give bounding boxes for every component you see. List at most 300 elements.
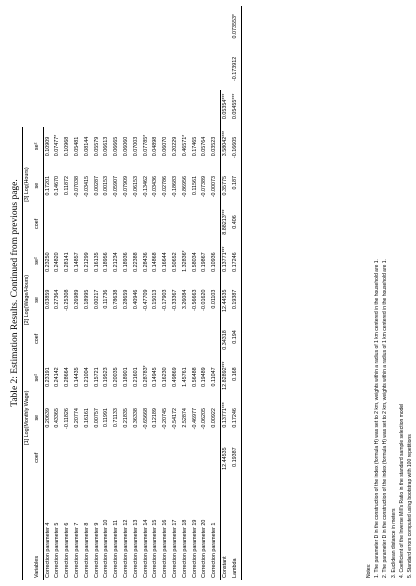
table-cell <box>102 398 112 437</box>
table-cell <box>43 242 53 279</box>
cell-value: 3.58042 <box>221 136 228 157</box>
table-cell <box>151 166 161 205</box>
table-cell <box>220 280 230 321</box>
cell-value: 0.14857 <box>73 252 80 272</box>
column-header: se <box>33 166 43 205</box>
table-row <box>93 6 103 580</box>
group-header: [1] Log(Monthly Wage) <box>23 357 33 478</box>
table-cell <box>161 127 171 166</box>
cell-value: -0.13462 <box>142 175 149 198</box>
table-cell <box>181 357 191 398</box>
cell-value: 0.23191 <box>44 367 51 387</box>
significance-stars: *** <box>221 246 228 253</box>
note-line: 1. The parameter D in the construction of the index (formula H) was set to 2 km, weights within a radius of 1 km centered in the household are 1. <box>374 259 381 578</box>
cell-value: 0.18901 <box>122 367 129 387</box>
cell-value: 0.07003 <box>132 136 139 157</box>
table-cell <box>220 320 230 357</box>
cell-value: 0.06070 <box>162 136 169 157</box>
table-cell <box>220 127 230 166</box>
table-cell <box>43 280 53 321</box>
cell-value: 0.28141 <box>64 252 71 272</box>
cell-value: 0.40946 <box>132 289 139 310</box>
table-cell <box>73 437 83 478</box>
cell-value: 0.11736 <box>103 289 110 309</box>
table-cell <box>132 127 142 166</box>
cell-value: 0.18995 <box>83 289 90 310</box>
cell-value: 0.05455 <box>231 99 238 120</box>
table-cell <box>191 398 201 437</box>
cell-value: 0.16644 <box>162 252 169 272</box>
table-cell <box>102 242 112 279</box>
note-line: 4. Coefficient of the Inverse Mill's Ratio in the standard sample selection model <box>398 403 405 578</box>
cell-value: 0.28783 <box>142 367 149 387</box>
table-cell <box>53 437 63 478</box>
table-cell <box>210 166 220 205</box>
cell-value: 0.27364 <box>54 289 61 310</box>
table-cell <box>122 166 132 205</box>
table-row <box>122 6 132 580</box>
variable-name: Correction parameter 15 <box>152 519 159 578</box>
table-notes <box>365 259 414 578</box>
table-cell <box>53 205 63 242</box>
variable-name: Correction parameter 10 <box>103 519 110 578</box>
table-cell <box>102 127 112 166</box>
table-cell <box>220 398 230 437</box>
cell-value: 0.00922 <box>211 408 218 428</box>
table-cell <box>93 166 103 205</box>
table-cell <box>231 357 241 398</box>
table-cell <box>122 357 132 398</box>
column-header: se² <box>33 357 43 398</box>
cell-value: 12.44535 <box>221 289 228 313</box>
cell-value: -0.47709 <box>142 289 149 311</box>
cell-value: 0.20035 <box>113 367 120 387</box>
table-row <box>63 6 73 580</box>
table-cell <box>63 398 73 437</box>
cell-value: -0.54172 <box>171 408 178 430</box>
table-cell <box>220 166 230 205</box>
cell-value: -0.01620 <box>201 289 208 311</box>
cell-value: -0.07038 <box>73 175 80 198</box>
note-line: 2. The parameter D in the construction of the index (formula H) was set to 2 km, weights within a radius of 1 km centered in the household are 1. <box>382 259 389 578</box>
column-header: se <box>33 398 43 437</box>
table-cell <box>43 398 53 437</box>
table-cell <box>191 242 201 279</box>
cell-value: 0.19387 <box>231 447 238 467</box>
variable-name: Correction parameter 6 <box>64 522 71 578</box>
table-cell <box>53 127 63 166</box>
cell-value: 0.14868 <box>152 252 159 272</box>
significance-stars: *** <box>221 130 228 137</box>
variable-name: Correction parameter 17 <box>171 519 178 578</box>
cell-value: -0.16605 <box>231 136 238 158</box>
table-cell <box>210 127 220 166</box>
variable-name: Correction parameter 16 <box>162 519 169 578</box>
cell-value: -0.00073 <box>211 175 218 198</box>
table-cell <box>161 205 171 242</box>
cell-value: 1.32836 <box>181 252 188 272</box>
table-cell <box>112 127 122 166</box>
table-cell <box>231 205 241 242</box>
cell-value: 0.05481 <box>73 136 80 157</box>
table-cell <box>83 127 93 166</box>
table-cell <box>132 242 142 279</box>
table-cell <box>200 357 210 398</box>
significance-stars: *** <box>231 93 238 100</box>
table-cell <box>191 205 201 242</box>
table-cell <box>142 280 152 321</box>
table-cell <box>210 205 220 242</box>
table-cell <box>122 205 132 242</box>
cell-value: 0.03859 <box>44 289 51 310</box>
table-cell <box>200 205 210 242</box>
table-cell <box>132 357 142 398</box>
table-cell <box>73 242 83 279</box>
table-cell <box>161 357 171 398</box>
cell-value: 0.21601 <box>132 367 139 387</box>
cell-value: 0.00153 <box>103 175 110 196</box>
cell-value: 0.28436 <box>142 252 149 272</box>
notes-heading: Notes: <box>366 563 372 578</box>
table-row <box>191 6 201 580</box>
cell-value: 2.52874 <box>181 408 188 428</box>
table-cell <box>151 320 161 357</box>
cell-value: 3.26084 <box>181 289 188 310</box>
table-cell <box>112 166 122 205</box>
table-cell <box>191 280 201 321</box>
column-header: coef <box>33 437 43 478</box>
cell-value: 0.71133 <box>113 408 120 428</box>
table-cell <box>231 127 241 166</box>
table-row <box>43 6 53 580</box>
cell-value: -0.07389 <box>201 175 208 198</box>
cell-value: 0.11047 <box>211 367 218 387</box>
cell-value: 0.05354 <box>221 99 228 120</box>
cell-value: 0.56488 <box>191 367 198 387</box>
cell-value: 0.03523 <box>211 136 218 157</box>
cell-value: 0.17246 <box>231 252 238 272</box>
cell-value: 1.45761 <box>181 367 188 387</box>
table-cell <box>171 437 181 478</box>
table-cell <box>171 280 181 321</box>
table-cell <box>210 280 220 321</box>
table-cell <box>231 90 241 127</box>
table-cell <box>63 437 73 478</box>
table-cell <box>83 280 93 321</box>
significance-stars: * <box>231 14 238 16</box>
variable-name: Correction parameter 9 <box>93 522 100 578</box>
table-cell <box>83 357 93 398</box>
table-cell <box>161 280 171 321</box>
cell-value: 0.12189 <box>152 408 159 428</box>
table-cell <box>93 280 103 321</box>
cell-value: 0.073553 <box>231 16 238 39</box>
cell-value: 0.19867 <box>201 252 208 272</box>
significance-stars: *** <box>221 402 228 409</box>
table-cell <box>43 320 53 357</box>
table-cell <box>220 437 230 478</box>
cell-value: 0.06613 <box>103 136 110 157</box>
table-cell <box>181 280 191 321</box>
cell-value: 0.168 <box>231 367 238 381</box>
table-cell <box>122 242 132 279</box>
significance-stars: * <box>142 365 149 368</box>
cell-value: 0.16135 <box>93 252 100 272</box>
cell-value: 0.16161 <box>83 408 90 428</box>
cell-value: 0.14945 <box>152 367 159 387</box>
table-cell <box>93 127 103 166</box>
cell-value: 0.08144 <box>83 136 90 157</box>
table-cell <box>181 166 191 205</box>
table-cell <box>191 320 201 357</box>
cell-value: 0.13771 <box>221 408 228 428</box>
table-cell <box>63 205 73 242</box>
table-cell <box>73 166 83 205</box>
table-cell <box>151 127 161 166</box>
table-row <box>112 6 122 580</box>
cell-value: -0.86956 <box>181 175 188 198</box>
table-cell <box>112 437 122 478</box>
variable-name: Correction parameter 8 <box>83 522 90 578</box>
note-line: 3. Euclidean distance in meters <box>390 508 397 578</box>
cell-value: 0.14435 <box>73 367 80 387</box>
variable-name: Correction parameter 1 <box>211 522 218 578</box>
cell-value: 0.10936 <box>211 252 218 272</box>
cell-value: -0.06205 <box>201 408 208 430</box>
table-cell <box>200 320 210 357</box>
significance-stars: * <box>181 250 188 253</box>
table-cell <box>102 357 112 398</box>
table-cell <box>122 398 132 437</box>
table-cell <box>231 242 241 279</box>
table-cell <box>171 127 181 166</box>
cell-value: 0.15721 <box>93 367 100 387</box>
table-cell <box>191 127 201 166</box>
table-cell <box>122 437 132 478</box>
table-row <box>142 6 152 580</box>
table-cell <box>73 127 83 166</box>
significance-stars: *** <box>221 93 228 100</box>
table-cell <box>142 127 152 166</box>
cell-value: 0.21004 <box>83 367 90 387</box>
table-cell <box>112 205 122 242</box>
cell-value: 0.05764 <box>201 136 208 157</box>
cell-value: 0.07785 <box>142 136 149 157</box>
cell-value: 0.18936 <box>122 252 129 272</box>
cell-value: 0.20774 <box>73 408 80 428</box>
table-cell <box>122 320 132 357</box>
table-cell <box>122 127 132 166</box>
table-cell <box>210 437 220 478</box>
table-cell <box>161 320 171 357</box>
table-cell <box>231 437 241 478</box>
cell-value: 0.19489 <box>201 367 208 387</box>
table-cell <box>181 437 191 478</box>
cell-value: 0.14670 <box>54 175 61 196</box>
cell-value: -0.17903 <box>162 289 169 311</box>
table-cell <box>73 205 83 242</box>
table-cell <box>93 242 103 279</box>
cell-value: 0.24820 <box>54 252 61 272</box>
cell-value: 0.28664 <box>64 367 71 387</box>
table-cell <box>102 166 112 205</box>
column-header: Variables <box>33 478 43 580</box>
table-cell <box>191 437 201 478</box>
table-cell <box>200 127 210 166</box>
cell-value: 0.26989 <box>73 289 80 310</box>
note-line: 5. Standard errors computed using bootstrap with 100 repetitions <box>407 434 414 578</box>
table-row <box>210 6 220 580</box>
table-cell <box>220 90 230 127</box>
cell-value: -0.56663 <box>191 289 198 311</box>
cell-value: 0.19523 <box>103 367 110 387</box>
table-cell <box>142 166 152 205</box>
table-cell <box>161 398 171 437</box>
table-cell <box>132 398 142 437</box>
table-cell <box>231 398 241 437</box>
table-cell <box>171 398 181 437</box>
table-row <box>181 6 191 580</box>
cell-value: 0.10909 <box>44 136 51 157</box>
column-header: se² <box>33 127 43 166</box>
table-cell <box>142 320 152 357</box>
cell-value: 0.35775 <box>221 175 228 196</box>
table-cell <box>93 205 103 242</box>
cell-value: -0.03436 <box>152 175 159 198</box>
table-cell <box>132 280 142 321</box>
column-header: se² <box>33 242 43 279</box>
cell-value: 0.11561 <box>191 175 198 196</box>
cell-value: 0.36338 <box>132 408 139 428</box>
variable-name: Correction parameter 5 <box>54 522 61 578</box>
table-cell <box>43 127 53 166</box>
table-cell <box>63 280 73 321</box>
table-row <box>161 6 171 580</box>
table-cell <box>181 205 191 242</box>
column-header: coef <box>33 205 43 242</box>
table-cell <box>220 357 230 398</box>
table-cell <box>102 437 112 478</box>
cell-value: -0.65668 <box>142 408 149 430</box>
table-cell <box>151 242 161 279</box>
table-cell <box>142 242 152 279</box>
table-row <box>231 6 241 580</box>
cell-value: 0.01103 <box>211 289 218 309</box>
variable-name: Correction parameter 18 <box>181 519 188 578</box>
table-cell <box>142 357 152 398</box>
cell-value: -0.07909 <box>122 175 129 198</box>
table-cell <box>83 320 93 357</box>
table-row <box>171 6 181 580</box>
table-cell <box>210 357 220 398</box>
cell-value: 0.187 <box>231 175 238 190</box>
cell-value: 0.17465 <box>191 136 198 157</box>
cell-value: -0.03415 <box>83 175 90 198</box>
table-cell <box>93 398 103 437</box>
table-cell <box>53 357 63 398</box>
significance-stars: *** <box>221 361 228 368</box>
table-row <box>151 6 161 580</box>
cell-value: -0.11826 <box>64 408 71 429</box>
group-header: [3] Log(Hours) <box>23 127 33 243</box>
table-cell <box>191 166 201 205</box>
table-cell <box>43 357 53 398</box>
cell-value: 12.82892 <box>221 367 228 390</box>
cell-value: 0.07477 <box>54 136 61 157</box>
table-cell <box>171 320 181 357</box>
variable-name: Correction parameter 14 <box>142 519 149 578</box>
variable-name: Lambda <box>231 478 241 580</box>
cell-value: 0.20639 <box>44 408 51 428</box>
table-cell <box>231 47 241 90</box>
cell-value: 0.18956 <box>103 252 110 272</box>
table-cell <box>83 205 93 242</box>
cell-value: 0.06665 <box>113 136 120 157</box>
table-body <box>43 6 241 580</box>
cell-value: 0.15013 <box>152 289 159 310</box>
table-cell <box>102 280 112 321</box>
table-cell <box>83 166 93 205</box>
cell-value: 0.10968 <box>64 136 71 157</box>
table-cell <box>200 280 210 321</box>
table-cell <box>151 398 161 437</box>
table-cell <box>112 398 122 437</box>
cell-value: 0.20229 <box>171 136 178 157</box>
variable-name: Correction parameter 12 <box>122 519 129 578</box>
table-cell <box>200 242 210 279</box>
cell-value: 0.22388 <box>132 252 139 272</box>
table-cell <box>102 320 112 357</box>
table-caption: Table 2: Estimation Results. Continued from previous page. <box>10 179 20 407</box>
table-cell <box>231 166 241 205</box>
table-cell <box>181 127 191 166</box>
table-row <box>83 6 93 580</box>
table-row <box>200 6 210 580</box>
group-header-row <box>23 6 33 580</box>
table-cell <box>171 166 181 205</box>
table-cell <box>93 437 103 478</box>
table-cell <box>142 205 152 242</box>
cell-value: 0.19387 <box>231 289 238 310</box>
table-cell <box>171 242 181 279</box>
significance-stars: *** <box>221 209 228 216</box>
variable-name: Correction parameter 13 <box>132 519 139 578</box>
table-cell <box>93 320 103 357</box>
variable-name: Correction parameter 4 <box>44 522 51 578</box>
column-header: se <box>33 280 43 321</box>
table-cell <box>200 166 210 205</box>
cell-value: 0.06060 <box>122 136 129 157</box>
table-cell <box>53 166 63 205</box>
cell-value: 0.49869 <box>171 367 178 387</box>
table-cell <box>43 205 53 242</box>
table-cell <box>132 437 142 478</box>
table-row <box>132 6 142 580</box>
cell-value: -0.25308 <box>64 289 71 311</box>
table-cell <box>171 357 181 398</box>
cell-value: 0.21234 <box>113 252 120 272</box>
table-cell <box>73 357 83 398</box>
cell-value: 0.00757 <box>93 408 100 428</box>
cell-value: 0.46571 <box>181 136 188 157</box>
table-cell <box>132 320 142 357</box>
cell-value: 0.194 <box>231 330 238 344</box>
cell-value: 0.50652 <box>171 252 178 272</box>
cell-value: 0.406 <box>231 215 238 229</box>
table-row <box>53 6 63 580</box>
cell-value: -0.46977 <box>191 408 198 430</box>
cell-value: 0.17246 <box>231 408 238 428</box>
